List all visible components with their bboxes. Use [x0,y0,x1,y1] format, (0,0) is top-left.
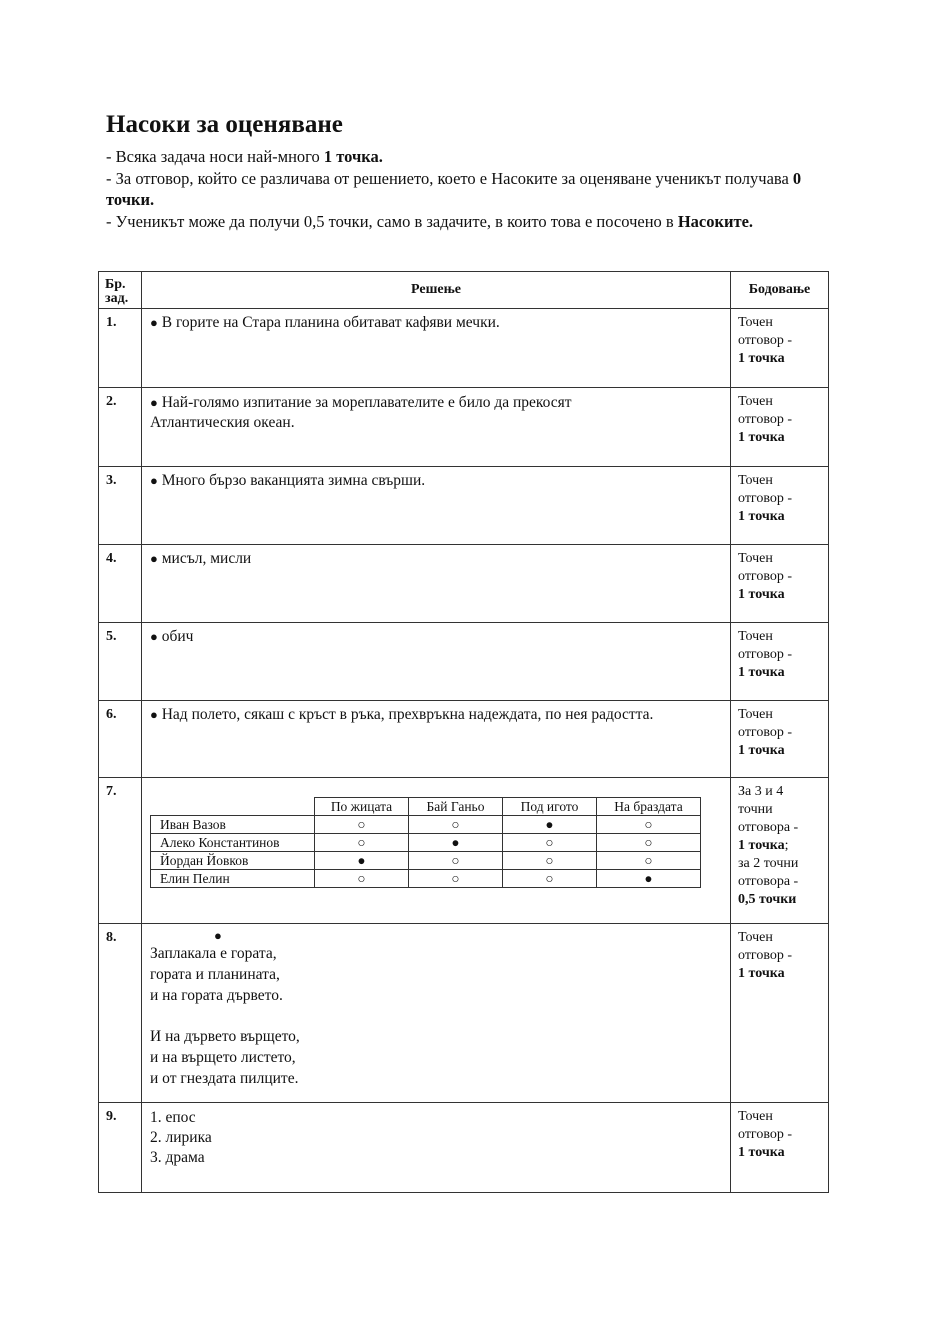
instruction-line [106,168,846,211]
grid-row [151,852,701,870]
grid-column-header: Под игото [503,798,597,816]
points-text: отговора - [738,874,799,889]
points-value: 1 точка [738,743,785,758]
points-cell [731,778,829,924]
points-text: отговор - [738,491,793,506]
header-task-number [99,272,142,309]
grid-header-row [151,798,701,816]
solution-cell [142,1103,731,1193]
instruction-text: - Ученикът може да получи 0,5 точки, само в задачите, в които това е посочено в [106,211,678,231]
instruction-text: - Всяка задача носи най-много [106,147,324,166]
points-text: точни [738,802,773,817]
table-row [99,388,829,467]
points-text: За 3 и 4 [738,784,784,799]
instruction-emphasis: 0 точки. [106,168,802,209]
radio-mark-icon: ● [503,816,597,834]
radio-mark-icon: ● [315,852,409,870]
author-name: Иван Вазов [151,816,315,834]
points-text: ; [784,838,789,853]
points-cell [731,1103,829,1193]
radio-mark-icon: ○ [597,834,701,852]
instruction-line [106,146,846,168]
poem-line: и на върщето листето, [150,1049,296,1066]
solution-text: Над полето, сякаш с кръст в ръка, прехвръкна надеждата, по нея радостта. [161,706,654,723]
radio-mark-icon: ○ [315,816,409,834]
poem-line: Заплакала е гората, [150,945,277,962]
bullet-icon: ● [150,315,158,330]
list-item: 3. драма [150,1149,205,1166]
list-item: 2. лирика [150,1129,212,1146]
points-text: Точен [738,930,773,945]
task-number: 4. [99,545,142,623]
bullet-icon: ● [150,707,158,722]
points-text: Точен [738,394,773,409]
task-number: 7. [99,778,142,924]
bullet-icon: ● [214,928,222,943]
radio-mark-icon: ○ [597,852,701,870]
radio-mark-icon: ○ [409,870,503,888]
header-label: зад. [105,290,129,306]
points-value: 1 точка [738,1145,785,1160]
poem-line: и от гнездата пилците. [150,1070,299,1087]
points-value: 1 точка [738,509,785,524]
table-row [99,1103,829,1193]
solution-cell [142,467,731,545]
radio-mark-icon: ○ [409,852,503,870]
points-cell [731,467,829,545]
points-value: 1 точка [738,587,785,602]
task-number: 6. [99,701,142,778]
points-cell [731,623,829,701]
grid-column-header: Бай Ганьо [409,798,503,816]
radio-mark-icon: ● [597,870,701,888]
radio-mark-icon: ○ [503,834,597,852]
points-text: за 2 точни [738,856,799,871]
stanza-gap [150,1006,730,1026]
list-item: 1. епос [150,1109,196,1126]
points-text: отговор - [738,647,793,662]
radio-mark-icon: ● [409,834,503,852]
task-number: 1. [99,309,142,388]
header-points: Бодовање [731,272,829,309]
points-value: 1 точка [738,966,785,981]
solution-cell [142,924,731,1103]
radio-mark-icon: ○ [315,870,409,888]
poem-line: гората и планината, [150,966,280,983]
bullet-icon: ● [150,551,158,566]
table-row [99,701,829,778]
points-cell [731,924,829,1103]
table-row [99,467,829,545]
solution-text: В горите на Стара планина обитават кафяви мечки. [161,314,500,331]
table-row [99,309,829,388]
points-value: 1 точка [738,351,785,366]
task-number: 2. [99,388,142,467]
radio-mark-icon: ○ [315,834,409,852]
points-cell [731,545,829,623]
grid-row [151,816,701,834]
points-value: 1 точка [738,665,785,680]
solution-cell [142,778,731,924]
author-name: Йордан Йовков [151,852,315,870]
table-row [99,924,829,1103]
grid-corner [151,798,315,816]
task-number: 5. [99,623,142,701]
solution-cell [142,309,731,388]
authors-works-grid [150,797,701,888]
points-value: 0,5 точки [738,892,797,907]
task-number: 3. [99,467,142,545]
points-cell [731,701,829,778]
table-header-row [99,272,829,309]
table-row [99,778,829,924]
grid-column-header: По жицата [315,798,409,816]
solution-text: Най-голямо изпитание за мореплавателите е било да прекосят Атлантическия океан. [150,394,572,431]
grid-row [151,870,701,888]
points-text: отговор - [738,412,793,427]
poem-line: и на гората дървето. [150,987,283,1004]
solution-text: мисъл, мисли [161,550,252,567]
points-text: отговор - [738,725,793,740]
task-number: 8. [99,924,142,1103]
points-text: Точен [738,629,773,644]
points-text: отговор - [738,1127,793,1142]
header-solution: Решење [142,272,731,309]
bullet-icon: ● [150,629,158,644]
radio-mark-icon: ○ [503,852,597,870]
points-text: Точен [738,707,773,722]
author-name: Елин Пелин [151,870,315,888]
page-title: Насоки за оценяване [106,111,343,138]
instruction-emphasis: Насоките. [677,211,754,231]
table-row [99,623,829,701]
solution-cell [142,701,731,778]
answers-table [98,271,829,1193]
points-text: Точен [738,315,773,330]
points-text: Точен [738,473,773,488]
bullet-icon: ● [150,395,158,410]
header-label: Бр. [105,276,126,292]
table-row [99,545,829,623]
grid-column-header: На браздата [597,798,701,816]
author-name: Алеко Константинов [151,834,315,852]
poem-line: И на дървето върщето, [150,1028,300,1045]
points-value: 1 точка [738,430,785,445]
bullet-icon: ● [150,473,158,488]
solution-cell [142,623,731,701]
points-cell [731,309,829,388]
instruction-emphasis: 1 точка. [323,147,383,166]
instruction-text: - За отговор, който се различава от решението, което е Насоките за оценяване ученикът получава [106,168,793,188]
radio-mark-icon: ○ [597,816,701,834]
task-number: 9. [99,1103,142,1193]
solution-cell [142,545,731,623]
points-text: Точен [738,551,773,566]
points-text: отговор - [738,948,793,963]
points-value: 1 точка [738,838,785,853]
points-text: отговор - [738,333,793,348]
points-cell [731,388,829,467]
points-text: отговор - [738,569,793,584]
solution-text: обич [161,628,194,645]
radio-mark-icon: ○ [503,870,597,888]
solution-cell [142,388,731,467]
instruction-line [106,211,846,233]
points-text: отговора - [738,820,799,835]
solution-text: Много бързо ваканцията зимна свърши. [161,472,426,489]
grading-instructions [106,146,846,232]
radio-mark-icon: ○ [409,816,503,834]
grid-row [151,834,701,852]
points-text: Точен [738,1109,773,1124]
